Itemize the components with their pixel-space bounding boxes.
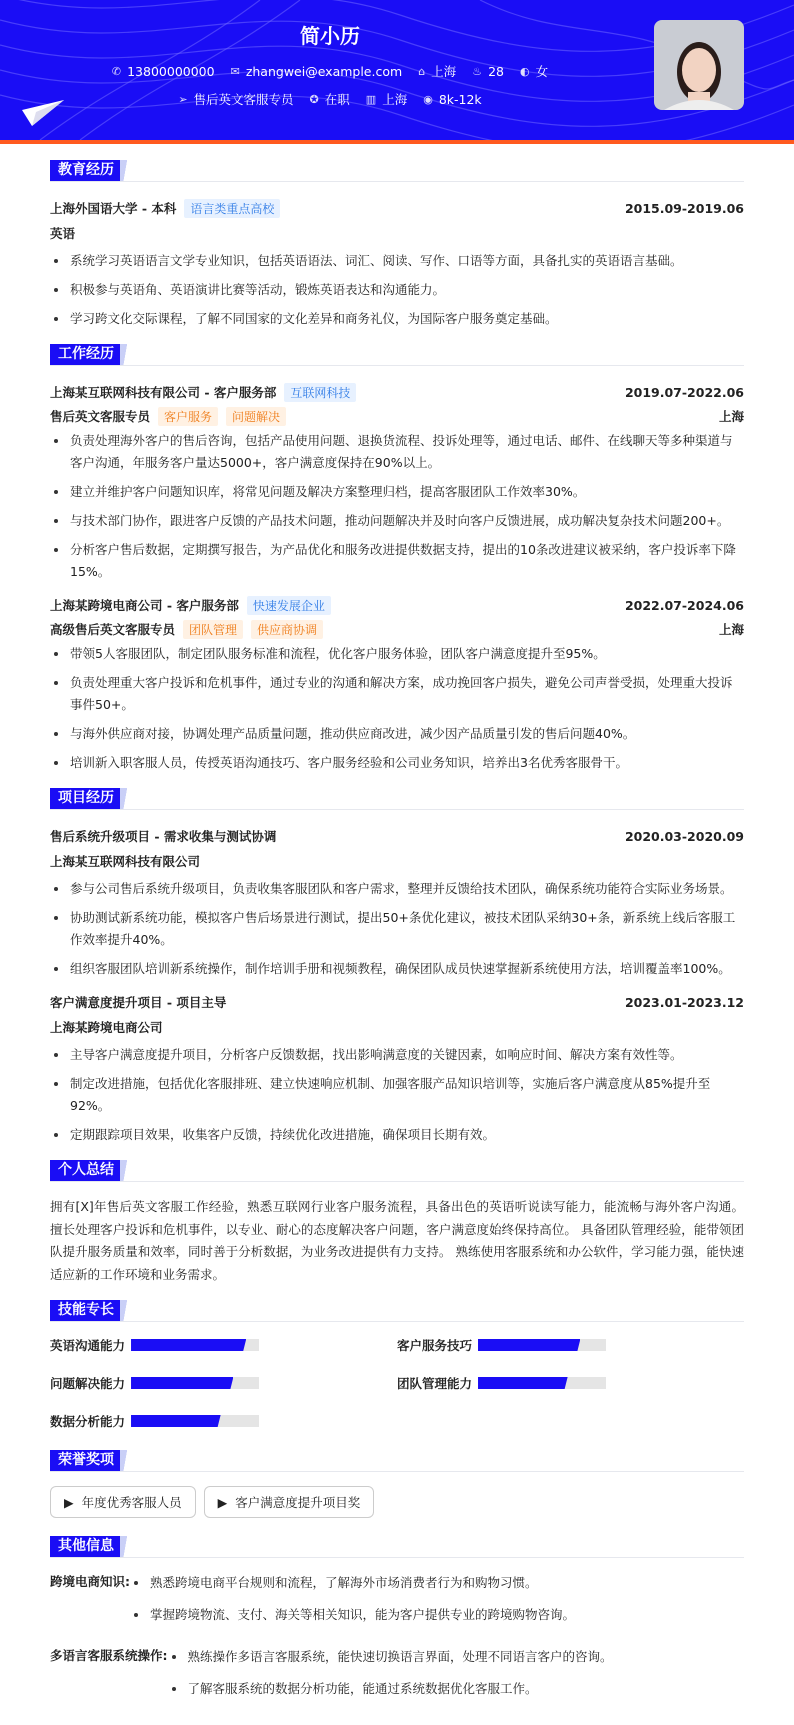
mail-icon: ✉ — [230, 64, 240, 78]
phone: 13800000000 — [127, 63, 215, 79]
other-key: 多语言客服系统操作: — [50, 1648, 168, 1663]
company: 上海某跨境电商公司 - 客户服务部 — [50, 598, 239, 613]
award-name: 年度优秀客服人员 — [81, 1495, 182, 1510]
phone-icon: ✆ — [111, 64, 122, 78]
skill-bar-fill — [131, 1415, 221, 1427]
skill-tag: 问题解决 — [226, 407, 286, 426]
company-tag: 互联网科技 — [284, 383, 356, 402]
skill-item — [50, 1374, 397, 1392]
list-item: 组织客服团队培训新系统操作，制作培训手册和视频教程，确保团队成员快速掌握新系统使用方法，培训覆盖率100%。 — [50, 958, 744, 980]
home-icon: ⌂ — [418, 64, 426, 78]
salary: 8k-12k — [438, 91, 482, 107]
project-name: 客户满意度提升项目 - 项目主导 — [50, 995, 227, 1010]
position: 售后英文客服专员 — [193, 92, 294, 107]
skill-item — [397, 1374, 744, 1392]
list-item: 学习跨文化交际课程，了解不同国家的文化差异和商务礼仪，为国际客户服务奠定基础。 — [50, 308, 744, 330]
job-intent-row — [0, 90, 660, 108]
list-item: 定期跟踪项目效果，收集客户反馈，持续优化改进措施，确保项目长期有效。 — [50, 1124, 744, 1146]
list-item: 协助测试新系统功能，模拟客户售后场景进行测试，提出50+条优化建议，被技术团队采纳30+条，新系统上线后客服工作效率提升40%。 — [50, 907, 744, 951]
company-tag: 快速发展企业 — [247, 596, 331, 615]
list-item: 制定改进措施，包括优化客服排班、建立快速响应机制、加强客服产品知识培训等，实施后客户满意度从85%提升至92%。 — [50, 1073, 744, 1117]
skill-bar-fill — [478, 1339, 580, 1351]
skill-tag: 客户服务 — [158, 407, 218, 426]
school-tag: 语言类重点高校 — [184, 199, 280, 218]
list-item: 掌握跨境物流、支付、海关等相关知识，能为客户提供专业的跨境购物咨询。 — [130, 1604, 575, 1626]
skill-item — [50, 1412, 397, 1430]
resume-header — [0, 0, 794, 140]
list-item: 与技术部门协作，跟进客户反馈的产品技术问题，推动问题解决并及时向客户反馈进展，成功解决复杂技术问题200+。 — [50, 510, 744, 532]
skill-bar — [131, 1339, 259, 1351]
list-item: 带领5人客服团队，制定团队服务标准和流程，优化客户服务体验，团队客户满意度提升至95%。 — [50, 643, 744, 665]
other-item — [50, 1646, 744, 1710]
role: 售后英文客服专员 — [50, 409, 151, 424]
skill-name: 问题解决能力 — [50, 1376, 126, 1391]
cake-icon: ♨ — [472, 64, 483, 78]
list-item: 参与公司售后系统升级项目，负责收集客服团队和客户需求，整理并反馈给技术团队，确保系统功能符合实际业务场景。 — [50, 878, 744, 900]
school: 上海外国语大学 - 本科 — [50, 201, 177, 216]
section-title: 项目经历 — [50, 788, 122, 809]
section-title: 技能专长 — [50, 1300, 122, 1321]
date: 2022.07-2024.06 — [624, 597, 744, 613]
accent-stripe — [0, 140, 794, 144]
list-item: 分析客户售后数据，定期撰写报告，为产品优化和服务改进提供数据支持，提出的10条改进建议被采纳，客户投诉率下降15%。 — [50, 539, 744, 583]
candidate-name: 简小历 — [300, 24, 360, 48]
other-section — [50, 1536, 744, 1710]
skill-name: 数据分析能力 — [50, 1414, 126, 1429]
award-name: 客户满意度提升项目奖 — [235, 1495, 361, 1510]
date: 2019.07-2022.06 — [624, 384, 744, 400]
summary-text: 拥有[X]年售后英文客服工作经验，熟悉互联网行业客户服务流程，具备出色的英语听说读写能力，能流畅与海外客户沟通。 擅长处理客户投诉和危机事件，以专业、耐心的态度解决客户问题，客户满意度始终保持高位。 具备团队管理经验，能带领团队提升服务质量和效率，同时善于分析数据，为业务改进提供有力支持。 熟练使用客服系统和办公软件，学习能力强，能快速适应新的工作环境和业务需求。 — [50, 1199, 744, 1282]
project-name: 售后系统升级项目 - 需求收集与测试协调 — [50, 829, 277, 844]
list-item: 主导客户满意度提升项目，分析客户反馈数据，找出影响满意度的关键因素，如响应时间、解决方案有效性等。 — [50, 1044, 744, 1066]
list-item: 负责处理海外客户的售后咨询，包括产品使用问题、退换货流程、投诉处理等，通过电话、邮件、在线聊天等多种渠道与客户沟通，年服务客户量达5000+，客户满意度保持在90%以上。 — [50, 430, 744, 474]
skill-item — [50, 1336, 397, 1354]
salary-icon: ◉ — [423, 92, 433, 106]
projects-section — [50, 788, 744, 1146]
skill-bar — [478, 1377, 606, 1389]
project-entry — [50, 990, 744, 1146]
status: 在职 — [324, 92, 350, 107]
project-org: 上海某互联网科技有限公司 — [50, 854, 201, 869]
contact-row — [0, 62, 660, 80]
list-item: 与海外供应商对接，协调处理产品质量问题，推动供应商改进，减少因产品质量引发的售后问题40%。 — [50, 723, 744, 745]
skill-tag: 供应商协调 — [251, 620, 323, 639]
summary-section — [50, 1160, 744, 1286]
skill-bar — [478, 1339, 606, 1351]
triangle-icon: ▶ — [64, 1494, 74, 1510]
skill-bar-fill — [478, 1377, 568, 1389]
award-badge — [204, 1486, 375, 1518]
city: 上海 — [431, 64, 457, 79]
city: 上海 — [718, 409, 744, 424]
other-key: 跨境电商知识: — [50, 1574, 130, 1589]
work-city: 上海 — [382, 92, 408, 107]
date: 2023.01-2023.12 — [624, 994, 744, 1010]
skill-bar-fill — [131, 1339, 246, 1351]
skill-name: 团队管理能力 — [397, 1376, 473, 1391]
skill-bar-fill — [131, 1377, 233, 1389]
paper-plane-icon — [22, 100, 64, 126]
skill-bar — [131, 1377, 259, 1389]
project-org: 上海某跨境电商公司 — [50, 1020, 163, 1035]
list-item: 建立并维护客户问题知识库，将常见问题及解决方案整理归档，提高客服团队工作效率30%。 — [50, 481, 744, 503]
skill-name: 英语沟通能力 — [50, 1338, 126, 1353]
list-item: 系统学习英语语言文学专业知识，包括英语语法、词汇、阅读、写作、口语等方面，具备扎实的英语语言基础。 — [50, 250, 744, 272]
skill-name: 客户服务技巧 — [397, 1338, 473, 1353]
award-badge — [50, 1486, 196, 1518]
city: 上海 — [718, 622, 744, 637]
list-item: 培训新入职客服人员，传授英语沟通技巧、客户服务经验和公司业务知识，培养出3名优秀客服骨干。 — [50, 752, 744, 774]
gender-icon: ◐ — [519, 64, 530, 78]
gender: 女 — [535, 64, 549, 79]
job-entry — [50, 593, 744, 774]
triangle-icon: ▶ — [217, 1494, 228, 1510]
job-entry — [50, 380, 744, 583]
date: 2015.09-2019.06 — [624, 200, 744, 216]
section-title: 个人总结 — [50, 1160, 122, 1181]
awards-section — [50, 1450, 744, 1518]
other-item — [50, 1572, 744, 1636]
skill-bar — [131, 1415, 259, 1427]
skill-item — [397, 1336, 744, 1354]
section-title: 荣誉奖项 — [50, 1450, 122, 1471]
education-section — [50, 160, 744, 330]
avatar-photo — [654, 20, 744, 110]
section-title: 工作经历 — [50, 344, 122, 365]
age: 28 — [488, 63, 504, 79]
list-item: 负责处理重大客户投诉和危机事件，通过专业的沟通和解决方案，成功挽回客户损失，避免公司声誉受损，处理重大投诉事件50+。 — [50, 672, 744, 716]
project-entry — [50, 824, 744, 980]
company: 上海某互联网科技有限公司 - 客户服务部 — [50, 385, 277, 400]
role: 高级售后英文客服专员 — [50, 622, 176, 637]
section-title: 教育经历 — [50, 160, 122, 181]
status-icon: ✪ — [309, 92, 319, 106]
major: 英语 — [50, 226, 76, 241]
list-item: 了解客服系统的数据分析功能，能通过系统数据优化客服工作。 — [168, 1678, 613, 1700]
list-item: 熟悉跨境电商平台规则和流程，了解海外市场消费者行为和购物习惯。 — [130, 1572, 575, 1594]
list-item: 熟练操作多语言客服系统，能快速切换语言界面，处理不同语言客户的咨询。 — [168, 1646, 613, 1668]
list-item: 积极参与英语角、英语演讲比赛等活动，锻炼英语表达和沟通能力。 — [50, 279, 744, 301]
send-icon: ➢ — [178, 92, 188, 106]
section-title: 其他信息 — [50, 1536, 122, 1557]
work-section — [50, 344, 744, 774]
building-icon: ▥ — [365, 92, 377, 106]
skill-tag: 团队管理 — [183, 620, 243, 639]
email: zhangwei@example.com — [245, 63, 403, 79]
date: 2020.03-2020.09 — [624, 828, 744, 844]
skills-section — [50, 1300, 744, 1430]
